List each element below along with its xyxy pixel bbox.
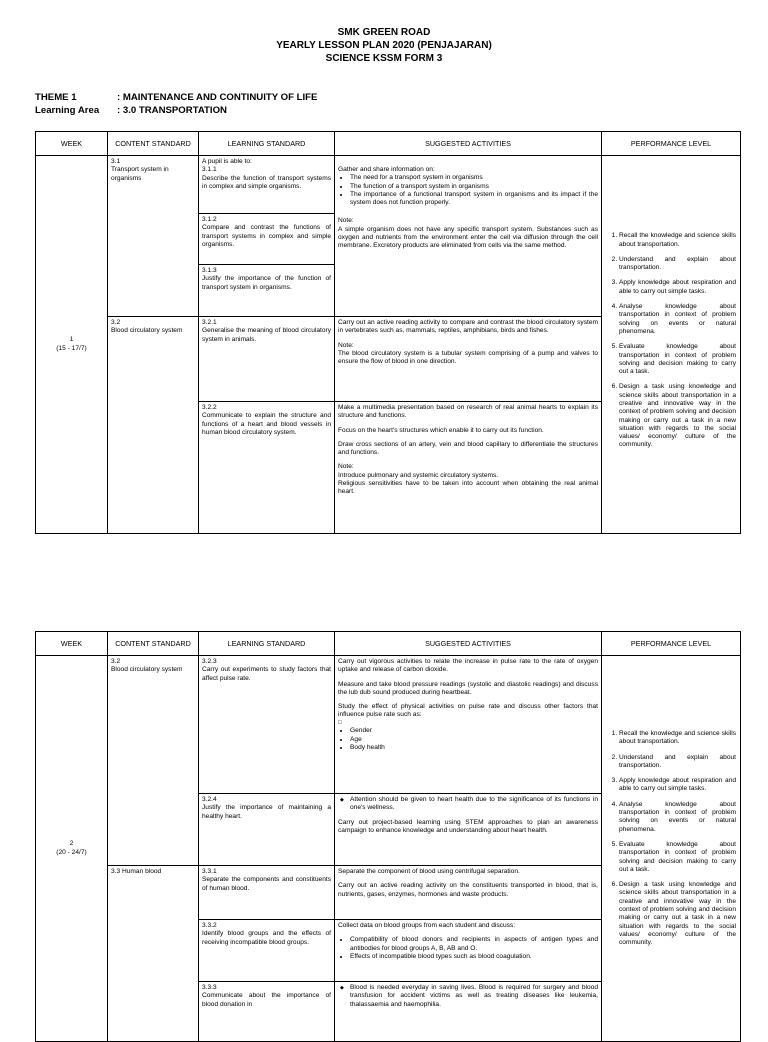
learning-area-label: Learning Area bbox=[35, 105, 100, 116]
activity-bullet-list bbox=[338, 936, 598, 961]
activity-text: Collect data on blood groups from each student and discuss: bbox=[338, 922, 516, 929]
activities-cell bbox=[335, 656, 602, 794]
activity-text: Carry out an active reading activity to compare and contrast the blood circulatory system in vertebrates such as, mammals, reptiles, amphibians, birds and fishes. bbox=[338, 319, 598, 335]
list-item: • Age bbox=[350, 736, 598, 744]
list-item: • Effects of incompatible blood types such as blood coagulation. bbox=[350, 953, 598, 961]
learning-standard-code: 3.1.3 bbox=[202, 267, 217, 274]
note-label: Note: bbox=[338, 463, 354, 471]
list-item: 1. Recall the knowledge and science skills about transportation. bbox=[619, 232, 736, 249]
activity-text: Separate the component of blood using centrifugal separation. bbox=[338, 868, 520, 875]
learning-standard-cell bbox=[199, 402, 335, 534]
activity-text: Carry out project-based learning using STEM approaches to plan an awareness campaign to enhance knowledge and understanding about heart health. bbox=[338, 818, 598, 834]
note-text: The blood circulatory system is a tubular system comprising of a pump and valves to ensure the flow of blood in one direction. bbox=[338, 349, 598, 366]
note-label: Note: bbox=[338, 341, 354, 349]
activities-cell bbox=[335, 156, 602, 317]
table-header-row bbox=[36, 632, 741, 656]
learning-area-line bbox=[35, 105, 227, 116]
learning-standard-cell bbox=[199, 982, 335, 1042]
list-item: ◆ Blood is needed everyday in saving lives. Blood is required for surgery and blood transfusion for accident victims as well as treating diseases like leukemia, thalassaemia and haemophilia. bbox=[350, 984, 598, 1009]
week-dates: (15 - 17/7) bbox=[56, 344, 87, 352]
performance-level-list bbox=[606, 730, 736, 948]
checkbox-glyph: □ bbox=[338, 719, 342, 726]
list-item: 1. Recall the knowledge and science skills about transportation. bbox=[619, 730, 736, 747]
learning-standard-code: 3.3.3 bbox=[202, 984, 217, 991]
learning-standard-code: 3.2.1 bbox=[202, 319, 217, 326]
activity-text: Focus on the heart's structures which enable it to carry out its function. bbox=[338, 426, 544, 434]
activity-text: Make a multimedia presentation based on research of real animal hearts to explain its structure and functions. bbox=[338, 404, 598, 420]
activity-text: Study the effect of physical activities on pulse rate and discuss other factors that influence pulse rate such as: bbox=[338, 703, 598, 719]
learning-standard-cell bbox=[199, 866, 335, 920]
lesson-plan-table-week-2 bbox=[35, 631, 741, 1042]
activity-text: Draw cross sections of an artery, vein and blood capillary to differentiate the structures and functions. bbox=[338, 440, 598, 457]
week-dates: (20 - 24/7) bbox=[56, 848, 87, 856]
school-name: SMK GREEN ROAD bbox=[337, 27, 431, 38]
plan-title: YEARLY LESSON PLAN 2020 (PENJAJARAN) bbox=[276, 40, 492, 51]
performance-level-cell bbox=[602, 656, 741, 1042]
lesson-plan-table-week-1 bbox=[35, 131, 741, 534]
content-standard-code: 3.2 bbox=[111, 658, 121, 665]
activities-cell bbox=[335, 982, 602, 1042]
week-cell bbox=[36, 656, 108, 1042]
learning-standard-text: Compare and contrast the functions of transport systems in complex and simple organisms. bbox=[202, 224, 331, 248]
activity-text: Measure and take blood pressure readings (systolic and diastolic readings) and discuss the lub dub sound produced during heartbeat. bbox=[338, 680, 598, 696]
learning-standard-text: Communicate to explain the structure and functions of a heart and blood vessels in human blood circulatory system. bbox=[202, 412, 331, 436]
learning-standard-text: Justify the importance of maintaining a healthy heart. bbox=[202, 804, 331, 820]
learning-area-value: : 3.0 TRANSPORTATION bbox=[117, 105, 227, 116]
learning-standard-header: LEARNING STANDARD bbox=[199, 632, 335, 656]
list-item: • Body health bbox=[350, 744, 598, 752]
list-item: 2. Understand and explain about transportation. bbox=[619, 256, 736, 273]
theme-line bbox=[35, 92, 317, 103]
list-item: 5. Evaluate knowledge about transportation in context of problem solving and decision making to carry out a task. bbox=[619, 841, 736, 874]
list-item: 3. Apply knowledge about respiration and able to carry out simple tasks. bbox=[619, 279, 736, 296]
activity-bullet-list bbox=[338, 796, 598, 813]
list-item: • Gender bbox=[350, 727, 598, 735]
theme-label: THEME 1 bbox=[35, 92, 77, 103]
week-number: 2 bbox=[69, 840, 74, 848]
learning-standard-code: 3.1.2 bbox=[202, 216, 217, 223]
performance-level-list bbox=[606, 232, 736, 450]
subject-title: SCIENCE KSSM FORM 3 bbox=[325, 53, 443, 64]
learning-standard-cell bbox=[199, 794, 335, 866]
learning-standard-text: Carry out experiments to study factors that affect pulse rate. bbox=[202, 666, 331, 682]
activities-cell bbox=[335, 920, 602, 982]
learning-standard-text: Generalise the meaning of blood circulatory system in animals. bbox=[202, 327, 331, 343]
week-header: WEEK bbox=[36, 132, 108, 156]
list-item: 4. Analyse knowledge about transportation in context of problem solving on events or natural phenomena. bbox=[619, 801, 736, 834]
list-item: 2. Understand and explain about transportation. bbox=[619, 754, 736, 771]
week-cell bbox=[36, 156, 108, 534]
theme-value: : MAINTENANCE AND CONTINUITY OF LIFE bbox=[117, 92, 318, 103]
note-label: Note: bbox=[338, 217, 354, 225]
activity-bullet-list bbox=[338, 984, 598, 1009]
list-item: 6. Design a task using knowledge and science skills about transportation in a creative and innovative way in the context of problem solving and decision making or carry out a task in a new situation with regards to the social values/ economy/ culture of the community. bbox=[619, 383, 736, 449]
list-item: 4. Analyse knowledge about transportation in context of problem solving on events or natural phenomena. bbox=[619, 303, 736, 336]
note-text: Religious sensitivities have to be taken into account when obtaining the real animal heart. bbox=[338, 480, 598, 496]
table-row bbox=[36, 156, 741, 214]
learning-standard-cell bbox=[199, 920, 335, 982]
content-standard-title: Transport system in organisms bbox=[111, 166, 169, 182]
learning-standard-code: 3.2.4 bbox=[202, 796, 217, 803]
list-item: • Compatibility of blood donors and recipients in aspects of antigen types and antibodies for blood groups A, B, AB and O. bbox=[350, 936, 598, 953]
content-standard-cell bbox=[108, 866, 199, 1042]
list-item: ◆ Attention should be given to heart health due to the significance of its functions in one's wellness. bbox=[350, 796, 598, 813]
learning-standard-cell bbox=[199, 265, 335, 317]
table-row bbox=[36, 656, 741, 794]
learning-standard-text: Justify the importance of the function of transport system in organisms. bbox=[202, 275, 331, 291]
list-item: • The function of a transport system in organisms bbox=[350, 183, 598, 191]
performance-level-header: PERFORMANCE LEVEL bbox=[602, 132, 741, 156]
content-standard-header: CONTENT STANDARD bbox=[108, 632, 199, 656]
note-text: A simple organism does not have any specific transport system. Substances such as oxygen and nutrients from the environment enter the cell via diffusion through the cell membrane. Excretory products are eliminated from cells via the same method. bbox=[338, 225, 598, 250]
learning-standard-code: 3.3.2 bbox=[202, 922, 217, 929]
suggested-activities-header: SUGGESTED ACTIVITIES bbox=[335, 632, 602, 656]
activity-text: Carry out an active reading activity on the constituents transported in blood, that is, nutrients, gases, enzymes, hormones and waste products. bbox=[338, 882, 598, 898]
activities-cell bbox=[335, 866, 602, 920]
content-standard-code: 3.2 bbox=[111, 319, 121, 326]
learning-standard-code: 3.3.1 bbox=[202, 868, 217, 875]
week-header: WEEK bbox=[36, 632, 108, 656]
activity-intro: Gather and share information on: bbox=[338, 166, 435, 173]
content-standard-title: Blood circulatory system bbox=[111, 666, 183, 674]
suggested-activities-header: SUGGESTED ACTIVITIES bbox=[335, 132, 602, 156]
content-standard-code: 3.1 bbox=[111, 158, 121, 165]
learning-standard-cell bbox=[199, 317, 335, 402]
activities-cell bbox=[335, 402, 602, 534]
content-standard-title: Blood circulatory system bbox=[111, 327, 183, 335]
learning-standard-text: Describe the function of transport systems in complex and simple organisms. bbox=[202, 174, 331, 190]
performance-level-cell bbox=[602, 156, 741, 534]
learning-standard-cell bbox=[199, 156, 335, 214]
learning-standard-text: Separate the components and constituents of human blood. bbox=[202, 876, 331, 892]
content-standard-cell bbox=[108, 156, 199, 317]
activities-cell bbox=[335, 794, 602, 866]
list-item: • The need for a transport system in organisms bbox=[350, 174, 598, 182]
activity-text: Carry out vigorous activities to relate the increase in pulse rate to the rate of oxygen uptake and release of carbon dioxide. bbox=[338, 658, 598, 674]
list-item: 6. Design a task using knowledge and science skills about transportation in a creative and innovative way in the context of problem solving and decision making or carry out a task in a new situation with regards to the social values/ economy/ culture of the community. bbox=[619, 881, 736, 947]
content-standard-cell bbox=[108, 317, 199, 534]
table-header-row bbox=[36, 132, 741, 156]
content-standard-title: 3.3 Human blood bbox=[111, 868, 162, 875]
week-number: 1 bbox=[69, 336, 74, 344]
learning-standard-code: 3.2.3 bbox=[202, 658, 217, 665]
note-text: Introduce pulmonary and systemic circulatory systems. bbox=[338, 471, 499, 479]
content-standard-cell bbox=[108, 656, 199, 866]
learning-standard-intro: A pupil is able to: bbox=[202, 158, 252, 165]
learning-standard-text: Identify blood groups and the effects of receiving incompatible blood groups. bbox=[202, 930, 331, 946]
activities-cell bbox=[335, 317, 602, 402]
learning-standard-header: LEARNING STANDARD bbox=[199, 132, 335, 156]
list-item: • The importance of a functional transport system in organisms and its impact if the system does not function properly. bbox=[350, 191, 598, 208]
list-item: 5. Evaluate knowledge about transportation in context of problem solving and decision making to carry out a task. bbox=[619, 343, 736, 376]
learning-standard-text: Communicate about the importance of blood donation in bbox=[202, 992, 331, 1008]
activity-bullet-list bbox=[338, 174, 598, 207]
content-standard-header: CONTENT STANDARD bbox=[108, 132, 199, 156]
learning-standard-cell bbox=[199, 656, 335, 794]
learning-standard-code: 3.1.1 bbox=[202, 166, 217, 174]
learning-standard-code: 3.2.2 bbox=[202, 404, 217, 411]
performance-level-header: PERFORMANCE LEVEL bbox=[602, 632, 741, 656]
activity-bullet-list bbox=[338, 727, 598, 752]
learning-standard-cell bbox=[199, 214, 335, 265]
list-item: 3. Apply knowledge about respiration and able to carry out simple tasks. bbox=[619, 777, 736, 794]
